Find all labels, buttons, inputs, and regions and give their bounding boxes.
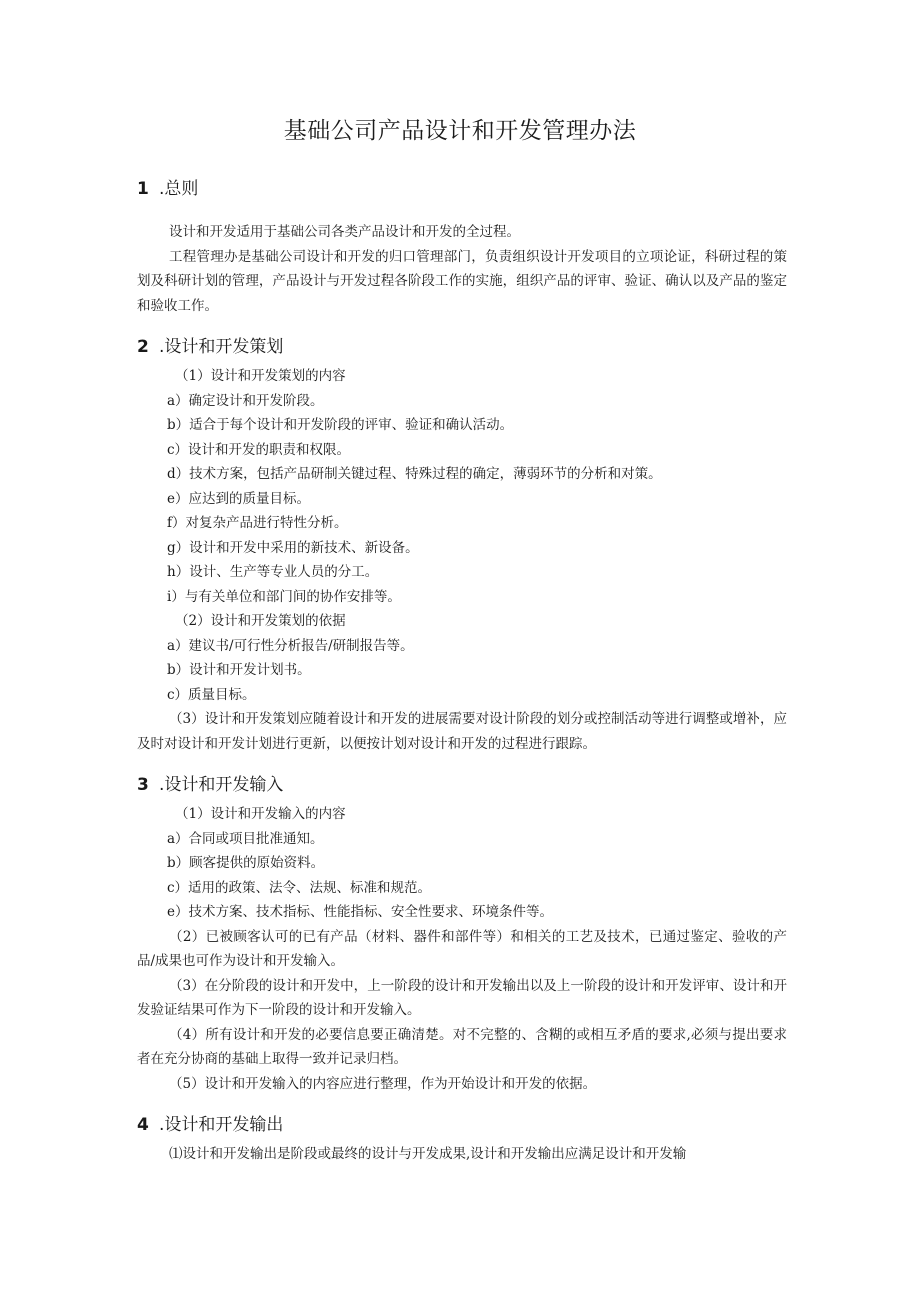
paragraph: （4）所有设计和开发的必要信息要正确清楚。对不完整的、含糊的或相互矛盾的要求,必须与提出要求者在充分协商的基础上取得一致并记录归档。 [137, 1026, 787, 1067]
paragraph: ⑴设计和开发输出是阶段或最终的设计与开发成果,设计和开发输出应满足设计和开发输 [169, 1146, 687, 1162]
list-item: g）设计和开发中采用的新技术、新设备。 [167, 539, 419, 556]
list-item: a）确定设计和开发阶段。 [167, 392, 324, 409]
document-body [137, 172, 787, 1167]
paragraph: （3）在分阶段的设计和开发中，上一阶段的设计和开发输出以及上一阶段的设计和开发评审、设计和开发验证结果可作为下一阶段的设计和开发输入。 [137, 977, 787, 1018]
paragraph: 工程管理办是基础公司设计和开发的归口管理部门，负责组织设计开发项目的立项论证，科研过程的策划及科研计划的管理，产品设计与开发过程各阶段工作的实施，组织产品的评审、验证、确认以及产品的鉴定和验收工作。 [137, 248, 787, 314]
list-item: c）设计和开发的职责和权限。 [167, 441, 351, 458]
list-item: d）技术方案，包括产品研制关键过程、特殊过程的确定，薄弱环节的分析和对策。 [167, 466, 662, 482]
section-title: .设计和开发输入 [159, 775, 284, 795]
section-heading-1 [137, 172, 787, 206]
subheading: （1）设计和开发策划的内容 [175, 368, 346, 384]
subheading: （2）设计和开发策划的依据 [175, 613, 346, 629]
list-item: e）技术方案、技术指标、性能指标、安全性要求、环境条件等。 [167, 904, 553, 920]
section-heading-4 [137, 1108, 787, 1142]
section-number: 1 [137, 179, 149, 199]
list-item: a）合同或项目批准通知。 [167, 830, 324, 847]
list-item: c）质量目标。 [167, 686, 256, 703]
list-item: b）设计和开发计划书。 [167, 662, 311, 678]
section-title: .设计和开发输出 [159, 1115, 284, 1135]
section-heading-2 [137, 330, 787, 364]
list-item: b）顾客提供的原始资料。 [167, 855, 325, 871]
paragraph: （5）设计和开发输入的内容应进行整理，作为开始设计和开发的依据。 [169, 1075, 597, 1092]
section-heading-3 [137, 768, 787, 802]
list-item: f）对复杂产品进行特性分析。 [167, 515, 348, 531]
list-item: e）应达到的质量目标。 [167, 490, 310, 507]
paragraph: （2）已被顾客认可的已有产品（材料、器件和部件等）和相关的工艺及技术，已通过鉴定、验收的产品/成果也可作为设计和开发输入。 [137, 928, 787, 969]
section-number: 4 [137, 1115, 149, 1135]
list-item: a）建议书/可行性分析报告/研制报告等。 [167, 637, 414, 654]
document-title: 基础公司产品设计和开发管理办法 [283, 118, 637, 144]
list-item: i）与有关单位和部门间的协作安排等。 [167, 588, 401, 605]
section-title: .设计和开发策划 [159, 337, 284, 357]
subheading: （1）设计和开发输入的内容 [175, 806, 346, 822]
paragraph: 设计和开发适用于基础公司各类产品设计和开发的全过程。 [169, 224, 520, 240]
section-title: .总则 [159, 179, 199, 199]
section-number: 2 [137, 337, 149, 357]
list-item: b）适合于每个设计和开发阶段的评审、验证和确认活动。 [167, 417, 514, 433]
list-item: h）设计、生产等专业人员的分工。 [167, 564, 379, 580]
list-item: c）适用的政策、法令、法规、标准和规范。 [167, 879, 432, 896]
paragraph: （3）设计和开发策划应随着设计和开发的进展需要对设计阶段的划分或控制活动等进行调整或增补，应及时对设计和开发计划进行更新，以便按计划对设计和开发的过程进行跟踪。 [137, 711, 787, 752]
section-number: 3 [137, 775, 149, 795]
